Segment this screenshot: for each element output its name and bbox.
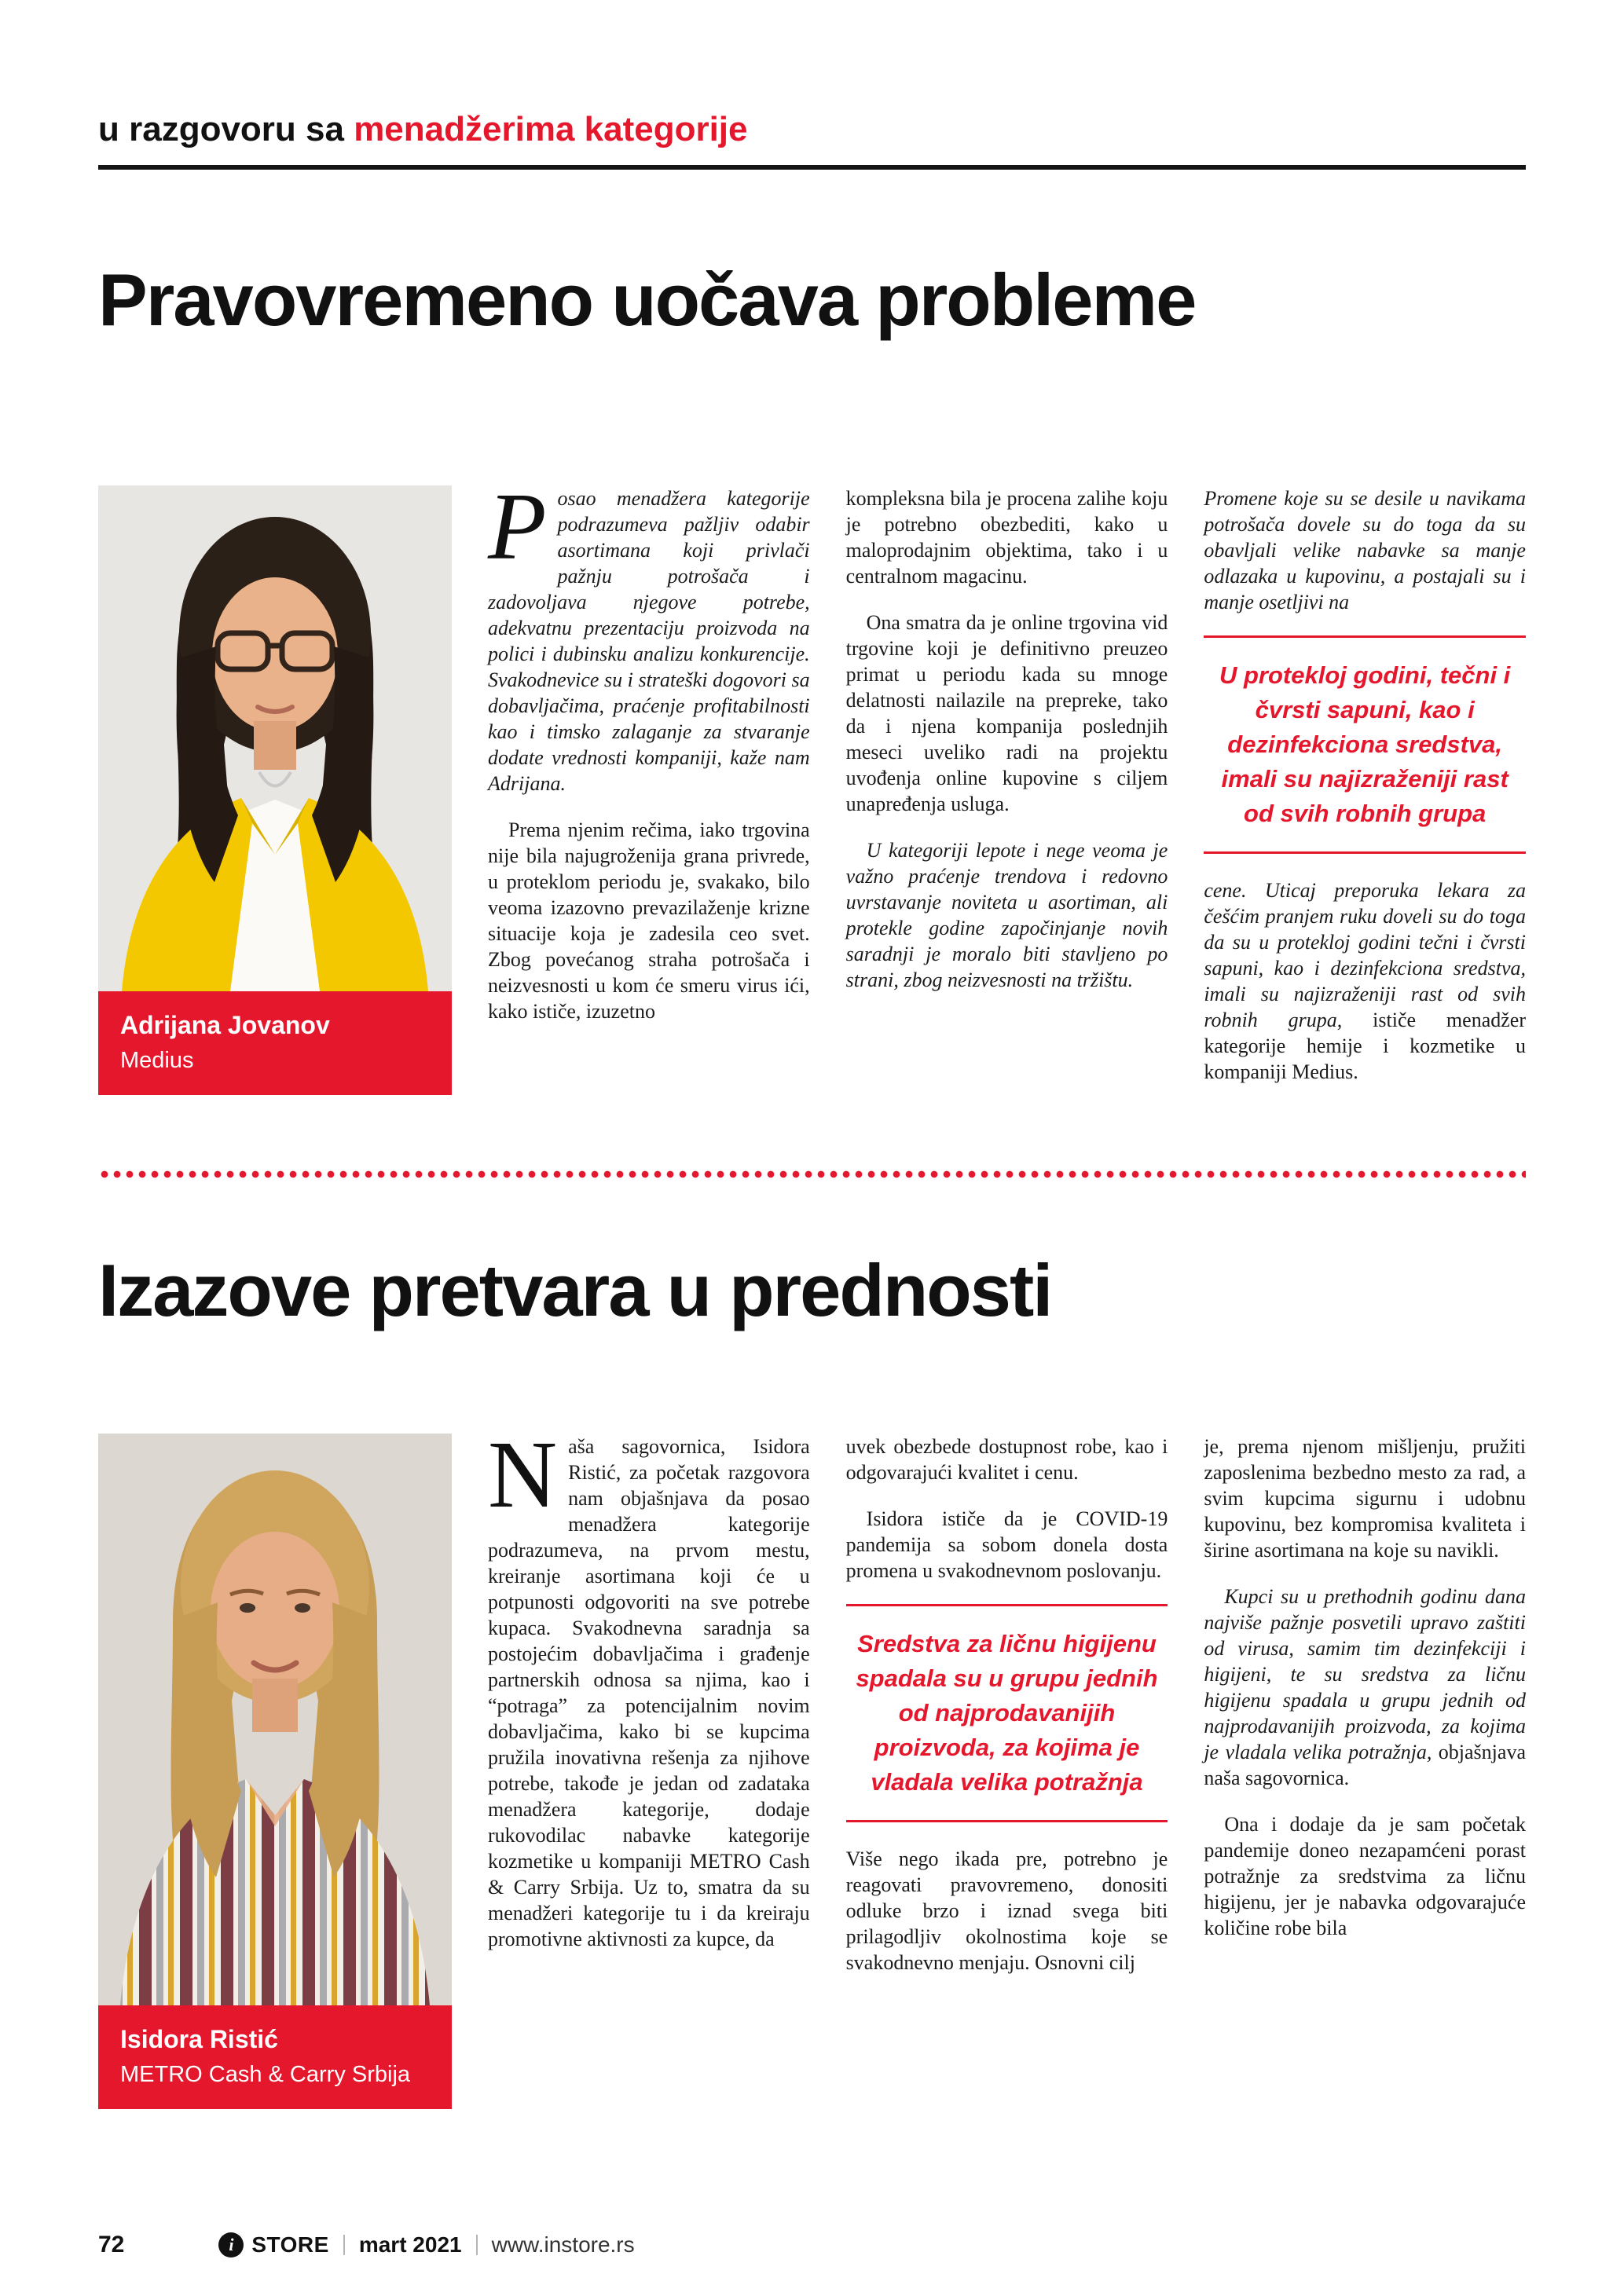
page-number: 72 [98,2232,125,2258]
paragraph-intro [488,1422,810,1952]
paragraph: Isidora ističe da je COVID-19 pandemija sa sobom donela dosta promena u svakodnevnom poslovanju. [845,1507,1168,1583]
interviewee-name: Isidora Ristić [120,2025,278,2054]
website-url: www.instore.rs [491,2232,635,2257]
isidora-photo-illustration [98,1434,452,2005]
article-2-column-3 [1204,1434,1526,2109]
paragraph: U kategoriji lepote i nege veoma je važno praćenje trendova i redovno uvrstavanje noviteta u asortiman, ali protekle godine započinjanje novih saradnji je moralo biti stavljeno po strani, zbog neizvesnosti na tržištu. [845,839,1168,991]
paragraph-italic-part: cene. Uticaj preporuka lekara za češćim pranjem ruku doveli su do toga da su u protekloj godini tečni i čvrsti sapuni, kao i dezinfekciona sredstva, imali su najizraženiji rast od svih robnih grupa, [1204,879,1526,1031]
magazine-brand [218,2232,328,2258]
paragraph-regular-part: ističe menadžer kategorije hemije i kozmetike u kompaniji Medius. [1204,1009,1526,1083]
paragraph: kompleksna bila je procena zalihe koju je potrebno obezbediti, kako u maloprodajnim objektima, tako i u centralnom magacinu. [845,487,1168,588]
section-divider [98,1170,1526,1179]
isidora-photo [98,1434,452,2005]
adrijana-photo-illustration [98,485,452,991]
pull-quote: Sredstva za ličnu higijenu spadala su u grupu jednih od najprodavanijih proizvoda, za kojima je vladala velika potražnja [846,1604,1168,1822]
instore-logo-icon: i [218,2232,244,2258]
kicker-highlight: menadžerima kategorije [354,110,748,148]
brand-name: STORE [251,2232,329,2257]
paragraph-regular-part: objašnjava naša sagovornica. [1204,1741,1526,1790]
paragraph: uvek obezbede dostupnost robe, kao i odgovarajući kvalitet i cenu. [845,1435,1168,1485]
page-footer [98,2232,1526,2258]
paragraph: je, prema njenom mišljenju, pružiti zaposlenima bezbedno mesto za rad, a svim kupcima sigurnu i udobnu kupovinu, bez kompromisa kvaliteta i širine asortimana na koje su navikli. [1204,1435,1526,1562]
paragraph [1204,1584,1526,1791]
article-2-column-1 [488,1422,810,2109]
article-2 [98,1422,1526,2109]
kicker-prefix: u razgovoru sa [98,110,354,148]
footer-separator [476,2235,478,2255]
paragraph: Više nego ikada pre, potrebno je reagovati pravovremeno, donositi odluke brzo i iznad svega biti prilagodljiv okolnostima koje se svakodnevno menjaju. Osnovni cilj [845,1847,1168,1975]
article-1-column-3 [1204,485,1526,1095]
paragraph-intro [488,474,810,796]
article-1-headline: Pravovremeno uočava probleme [98,258,1196,341]
paragraph: Ona i dodaje da je sam početak pandemije doneo nezapamćeni porast potražnje za sredstvima za ličnu higijenu, jer je nabavka odgovarajuće količine robe bila [1204,1813,1526,1940]
adrijana-photo [98,485,452,991]
interviewee-company: METRO Cash & Carry Srbija [120,2062,411,2088]
article-1-column-1 [488,474,810,1095]
dropcap-letter: P [488,474,547,580]
interviewee-name: Adrijana Jovanov [120,1011,330,1039]
paragraph: Promene koje su se desile u navikama potrošača dovele su do toga da su obavljali velike nabavke sa manje odlazaka u kupovinu, a postajali su i manje osetljivi na [1204,487,1526,613]
article-1 [98,474,1526,1095]
paragraph: Ona smatra da je online trgovina vid trgovine koji je definitivno preuzeo primat u periodu kada su mnoge delatnosti nailazile na prepreke, tako da i njena kompanija poslednjih meseci uveliko radi na projektu uvođenja online kupovine s ciljem unapređenja usluga. [845,611,1168,815]
interviewee-company: Medius [120,1048,194,1074]
article-2-column-2 [846,1434,1168,2109]
paragraph: Prema njenim rečima, iako trgovina nije bila najugroženija grana privrede, u proteklom periodu je, svakako, bilo veoma izazovno prevazilaženje krizne situacije koja je zadesila ceo svet. Zbog povećanog straha potrošača i neizvesnosti u kom će smeru virus ići, kako ističe, izuzetno [488,818,810,1023]
paragraph-italic-part: Kupci su u prethodnih godinu dana najviše pažnje posvetili upravo zaštiti od virusa, samim tim dezinfekciji i higijeni, te su sredstva za ličnu higijenu spadala u grupu jednih od najprodavanijih proizvoda, za kojima je vladala velika potražnja, [1204,1585,1526,1764]
paragraph [1204,877,1526,1085]
article-1-column-2 [846,485,1168,1095]
article-2-headline: Izazove pretvara u prednosti [98,1249,1052,1332]
article-1-photo-column [98,485,452,1095]
footer-separator [343,2235,345,2255]
pull-quote: U protekloj godini, tečni i čvrsti sapuni, kao i dezinfekciona sredstva, imali su najizraženiji rast od svih robnih grupa [1204,635,1526,854]
dropcap-letter: N [488,1422,558,1529]
section-kicker [98,110,1526,149]
article-2-photo-column [98,1434,452,2109]
article-1-caption-box [98,991,452,1095]
issue-date: mart 2021 [358,2232,462,2257]
intro-text: aša sagovornica, Isidora Ristić, za početak razgovora nam objašnjava da posao menadžera kategorije podrazumeva, na prvom mestu, kreiranje asortimana koji će u potpunosti odgovoriti na sve potrebe kupaca. Svakodnevna saradnja sa postojećim dobavljačima i građenje partnerskih odnosa sa njima, kao i “potraga” za potencijalnim novim dobavljačima, kako bi se kupcima pružila inovativna rešenja za njihove potrebe, takođe je jedan od zadataka menadžera kategorije, dodaje rukovodilac nabavke kategorije kozmetike u kompaniji METRO Cash & Carry Srbija. Uz to, smatra da su menadžeri kategorije tu i da kreiraju promotivne aktivnosti za kupce, da [488,1435,810,1951]
intro-text: osao menadžera kategorije podrazumeva pažljiv odabir asortimana koji privlači pažnju potrošača i zadovoljava njegove potrebe, adekvatnu prezentaciju proizvoda na polici i dubinsku analizu konkurencije. Svakodnevice su i strateški dogovori sa dobavljačima, praćenje profitabilnosti kao i timsko zalaganje za stvaranje dodate vrednosti kompaniji, kaže nam Adrijana. [488,487,810,795]
top-rule [98,165,1526,170]
article-2-caption-box [98,2005,452,2109]
